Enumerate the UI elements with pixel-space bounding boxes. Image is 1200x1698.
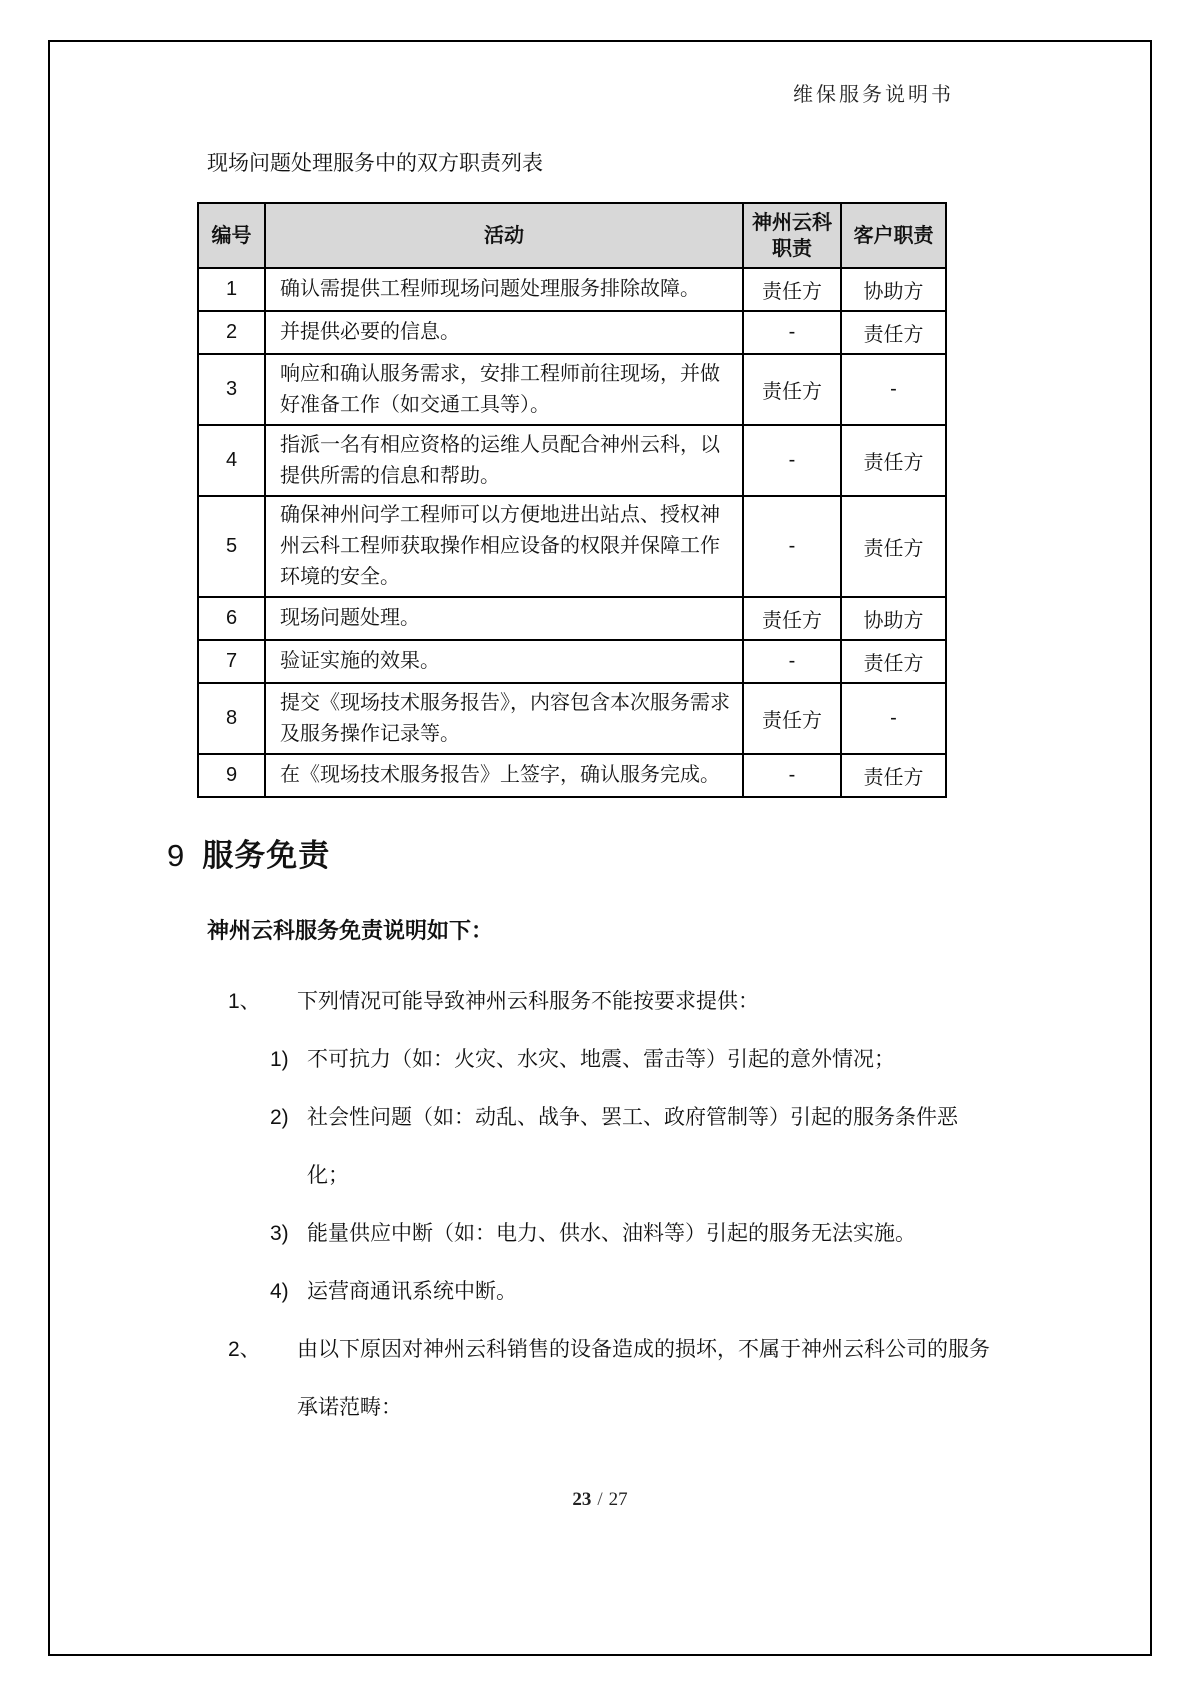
section-title: 服务免责 (202, 838, 331, 873)
activity-cell: 在《现场技术服务报告》上签字，确认服务完成。 (265, 754, 743, 797)
customer-role-cell: 责任方 (841, 754, 946, 797)
activity-cell: 指派一名有相应资格的运维人员配合神州云科，以提供所需的信息和帮助。 (265, 425, 743, 496)
activity-cell: 提交《现场技术服务报告》，内容包含本次服务需求及服务操作记录等。 (265, 683, 743, 754)
table-row (198, 754, 946, 797)
list-item (270, 1031, 990, 1089)
list-item-text: 能量供应中断（如：电力、供水、油料等）引起的服务无法实施。 (307, 1222, 916, 1245)
customer-role-cell: 责任方 (841, 311, 946, 354)
row-number: 3 (198, 354, 265, 425)
list-item-text: 由以下原因对神州云科销售的设备造成的损坏，不属于神州云科公司的服务承诺范畴： (297, 1338, 990, 1419)
vendor-role-cell: - (743, 311, 841, 354)
table-row (198, 640, 946, 683)
col-header-no: 编号 (198, 203, 265, 268)
row-number: 6 (198, 597, 265, 640)
list-marker: 1) (270, 1048, 289, 1071)
vendor-role-cell: 责任方 (743, 268, 841, 311)
vendor-role-cell: - (743, 754, 841, 797)
list-item-text: 不可抗力（如：火灾、水灾、地震、雷击等）引起的意外情况； (307, 1048, 895, 1071)
customer-role-cell: 协助方 (841, 597, 946, 640)
table-row (198, 354, 946, 425)
vendor-role-cell: 责任方 (743, 683, 841, 754)
col-header-vendor (743, 203, 841, 268)
activity-cell: 响应和确认服务需求，安排工程师前往现场，并做好准备工作（如交通工具等）。 (265, 354, 743, 425)
list-item (228, 1321, 990, 1437)
row-number: 5 (198, 496, 265, 597)
col-header-vendor-line2: 职责 (772, 237, 812, 260)
row-number: 4 (198, 425, 265, 496)
table-row (198, 311, 946, 354)
activity-cell: 现场问题处理。 (265, 597, 743, 640)
list-marker: 3) (270, 1222, 289, 1245)
page-number: 23 (572, 1489, 592, 1510)
customer-role-cell: 协助方 (841, 268, 946, 311)
activity-cell: 验证实施的效果。 (265, 640, 743, 683)
disclaimer-list (228, 973, 990, 1437)
table-row (198, 425, 946, 496)
customer-role-cell: 责任方 (841, 496, 946, 597)
activity-cell: 确认需提供工程师现场问题处理服务排除故障。 (265, 268, 743, 311)
list-item (270, 1263, 990, 1321)
list-marker: 2) (270, 1106, 289, 1129)
table-row (198, 597, 946, 640)
list-item (228, 973, 990, 1031)
customer-role-cell: - (841, 354, 946, 425)
vendor-role-cell: - (743, 425, 841, 496)
table-row (198, 268, 946, 311)
row-number: 1 (198, 268, 265, 311)
vendor-role-cell: - (743, 496, 841, 597)
row-number: 2 (198, 311, 265, 354)
list-marker: 2、 (228, 1338, 261, 1361)
col-header-customer: 客户职责 (841, 203, 946, 268)
doc-header-title: 维保服务说明书 (793, 84, 954, 106)
vendor-role-cell: - (743, 640, 841, 683)
page-footer (50, 1489, 1150, 1511)
list-item-text: 社会性问题（如：动乱、战争、罢工、政府管制等）引起的服务条件恶化； (307, 1106, 958, 1187)
list-marker: 4) (270, 1280, 289, 1303)
list-item-text: 运营商通讯系统中断。 (307, 1280, 517, 1303)
row-number: 7 (198, 640, 265, 683)
list-item (270, 1205, 990, 1263)
vendor-role-cell: 责任方 (743, 354, 841, 425)
activity-cell: 确保神州问学工程师可以方便地进出站点、授权神州云科工程师获取操作相应设备的权限并保障工作环境的安全。 (265, 496, 743, 597)
section-heading (167, 830, 330, 875)
customer-role-cell: - (841, 683, 946, 754)
col-header-activity: 活动 (265, 203, 743, 268)
table-row (198, 496, 946, 597)
customer-role-cell: 责任方 (841, 640, 946, 683)
col-header-vendor-line1: 神州云科 (752, 211, 832, 234)
list-marker: 1、 (228, 990, 261, 1013)
list-item (270, 1089, 990, 1205)
section-number: 9 (167, 838, 185, 873)
list-item-text: 下列情况可能导致神州云科服务不能按要求提供： (297, 990, 759, 1013)
responsibility-table (197, 202, 947, 798)
row-number: 9 (198, 754, 265, 797)
page-border-frame (48, 40, 1152, 1656)
page-total: 27 (608, 1489, 628, 1510)
customer-role-cell: 责任方 (841, 425, 946, 496)
table-caption: 现场问题处理服务中的双方职责列表 (207, 152, 543, 175)
page-separator: / (597, 1489, 603, 1510)
disclaimer-intro: 神州云科服务免责说明如下： (207, 918, 494, 943)
activity-cell: 并提供必要的信息。 (265, 311, 743, 354)
vendor-role-cell: 责任方 (743, 597, 841, 640)
table-row (198, 683, 946, 754)
row-number: 8 (198, 683, 265, 754)
table-header-row (198, 203, 946, 268)
